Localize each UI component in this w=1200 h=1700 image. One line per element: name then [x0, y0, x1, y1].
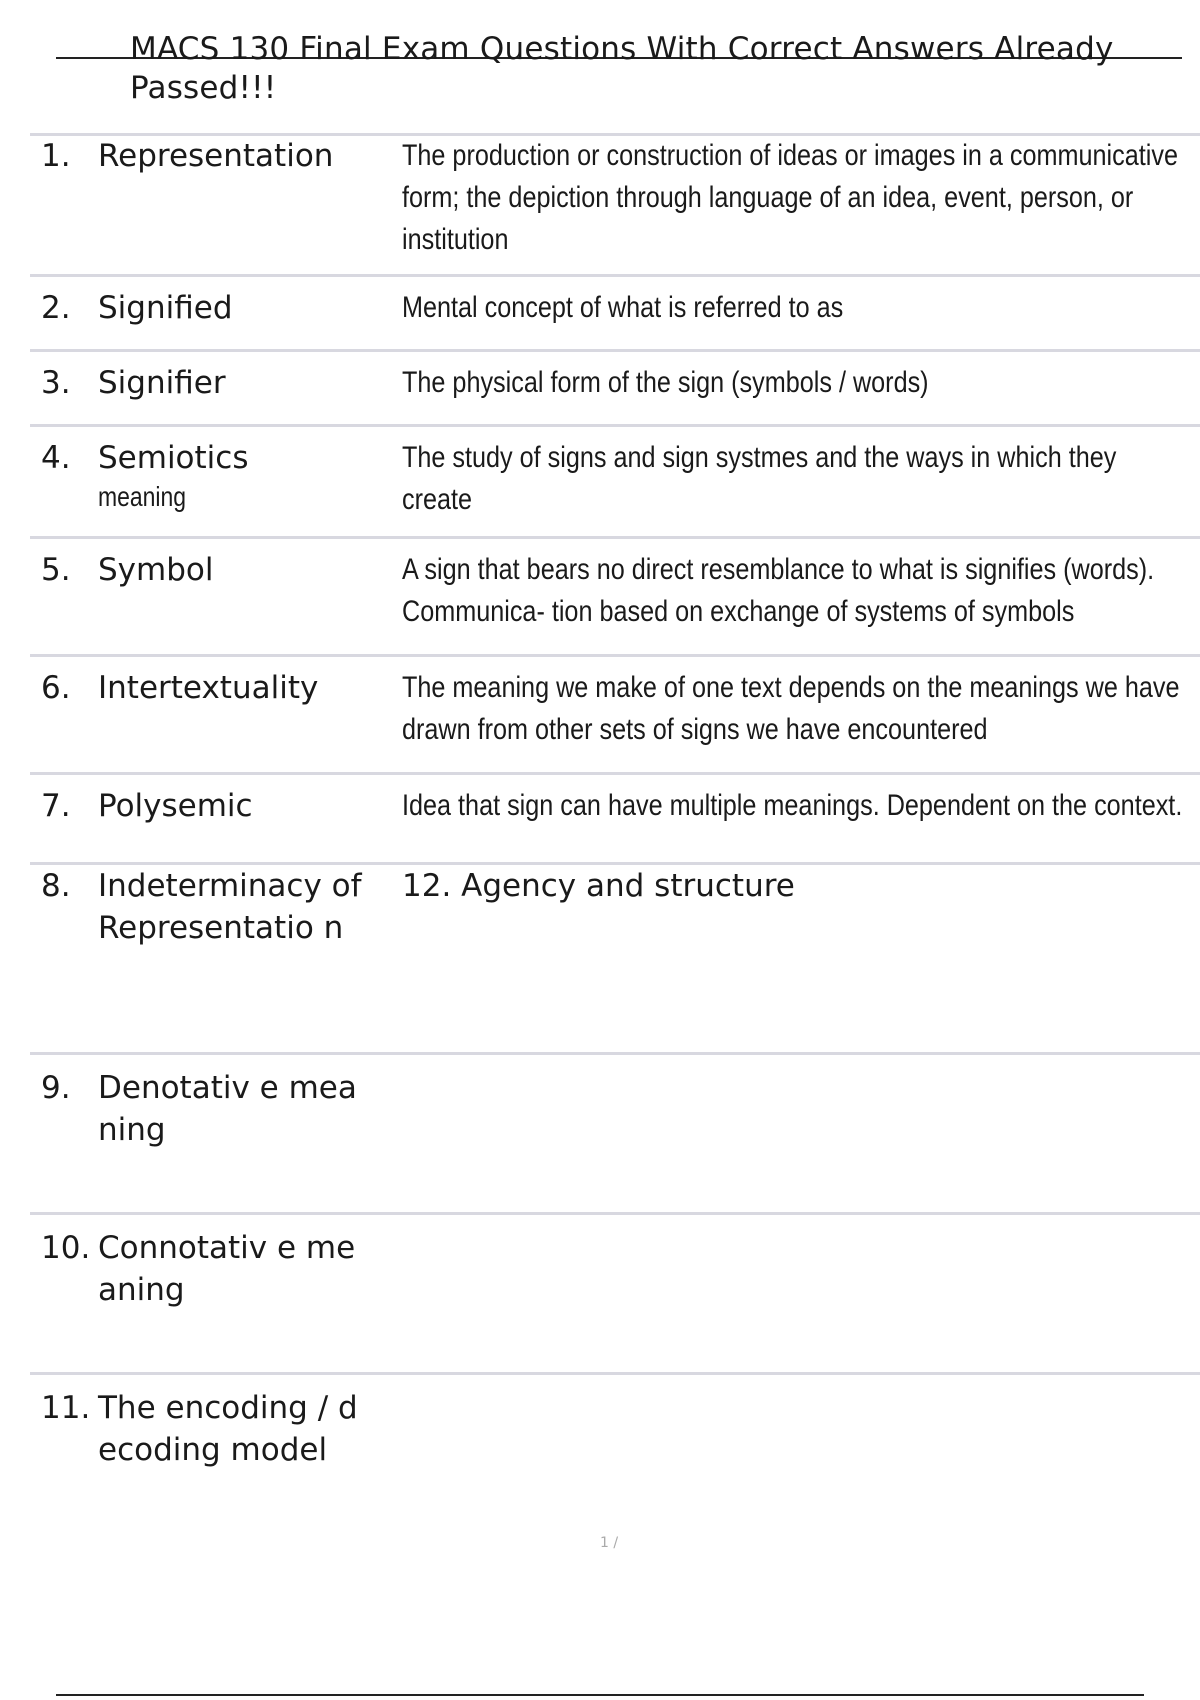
term-number: 1. [41, 138, 71, 174]
term-row-8 [30, 865, 1200, 1055]
term-number: 7. [41, 788, 71, 824]
term-row-4 [30, 427, 1200, 539]
term-number: 4. [41, 440, 71, 476]
term-number: 5. [41, 552, 71, 588]
term-name [86, 437, 366, 536]
document-title: MACS 130 Final Exam Questions With Correct Answers Already Passed!!! [130, 31, 1114, 106]
term-definition: 12. Agency and structure [402, 868, 795, 904]
term-number: 8. [41, 868, 71, 904]
term-definition-text: A sign that bears no direct resemblance to what is signifies (words). Communica- tion based on exchange of systems of symbols [402, 553, 1155, 628]
page-number: 1 / [600, 1535, 619, 1551]
term-definition [366, 287, 1200, 349]
term-name: Symbol [98, 552, 214, 588]
term-row-2 [30, 277, 1200, 352]
term-number: 3. [41, 365, 71, 401]
term-name: The encoding / decoding model [98, 1390, 358, 1468]
term-row-7 [30, 775, 1200, 865]
term-definition [366, 1067, 1200, 1212]
term-number: 10. [41, 1230, 91, 1266]
term-definition-text: The production or construction of ideas or images in a communicative form; the depiction through language of an idea, event, person, or institution [402, 139, 1178, 256]
term-row-10 [30, 1215, 1200, 1375]
page-bottom-rule [56, 1694, 1144, 1696]
term-number: 9. [41, 1070, 71, 1106]
term-number: 11. [41, 1390, 91, 1426]
term-definition [366, 785, 1200, 862]
term-name-text: Semiotics [98, 440, 249, 476]
term-definition [366, 1387, 1200, 1525]
term-definition [366, 437, 1200, 536]
term-name: Connotativ e meaning [98, 1230, 356, 1308]
term-definition [366, 1227, 1200, 1372]
term-name: Representation [98, 138, 334, 174]
term-name: Signified [98, 290, 233, 326]
term-row-9 [30, 1055, 1200, 1215]
term-definition-text: Idea that sign can have multiple meanings. Dependent on the context. [402, 789, 1183, 822]
term-definition-text: The physical form of the sign (symbols / words) [402, 366, 929, 399]
term-name: Indeterminacy of Representatio n [98, 868, 362, 946]
term-name: Intertextuality [98, 670, 319, 706]
term-number: 6. [41, 670, 71, 706]
term-row-3 [30, 352, 1200, 427]
term-row-6 [30, 657, 1200, 775]
term-definition-text: The study of signs and sign systmes and the ways in which they create [402, 441, 1117, 516]
term-name: Polysemic [98, 788, 253, 824]
term-definition [366, 362, 1200, 424]
term-definition-text: Mental concept of what is referred to as [402, 291, 844, 324]
terms-table [30, 135, 1200, 1525]
term-row-1 [30, 135, 1200, 277]
term-name-continuation: meaning [98, 481, 187, 512]
term-definition [366, 135, 1200, 274]
term-name: Denotativ e meaning [98, 1070, 357, 1148]
term-definition-text: The meaning we make of one text depends on the meanings we have drawn from other sets of signs we have encountered [402, 671, 1180, 746]
term-number: 2. [41, 290, 71, 326]
term-definition [366, 549, 1200, 654]
term-row-5 [30, 539, 1200, 657]
term-definition [366, 667, 1200, 772]
term-name: Signifier [98, 365, 226, 401]
term-row-11 [30, 1375, 1200, 1525]
